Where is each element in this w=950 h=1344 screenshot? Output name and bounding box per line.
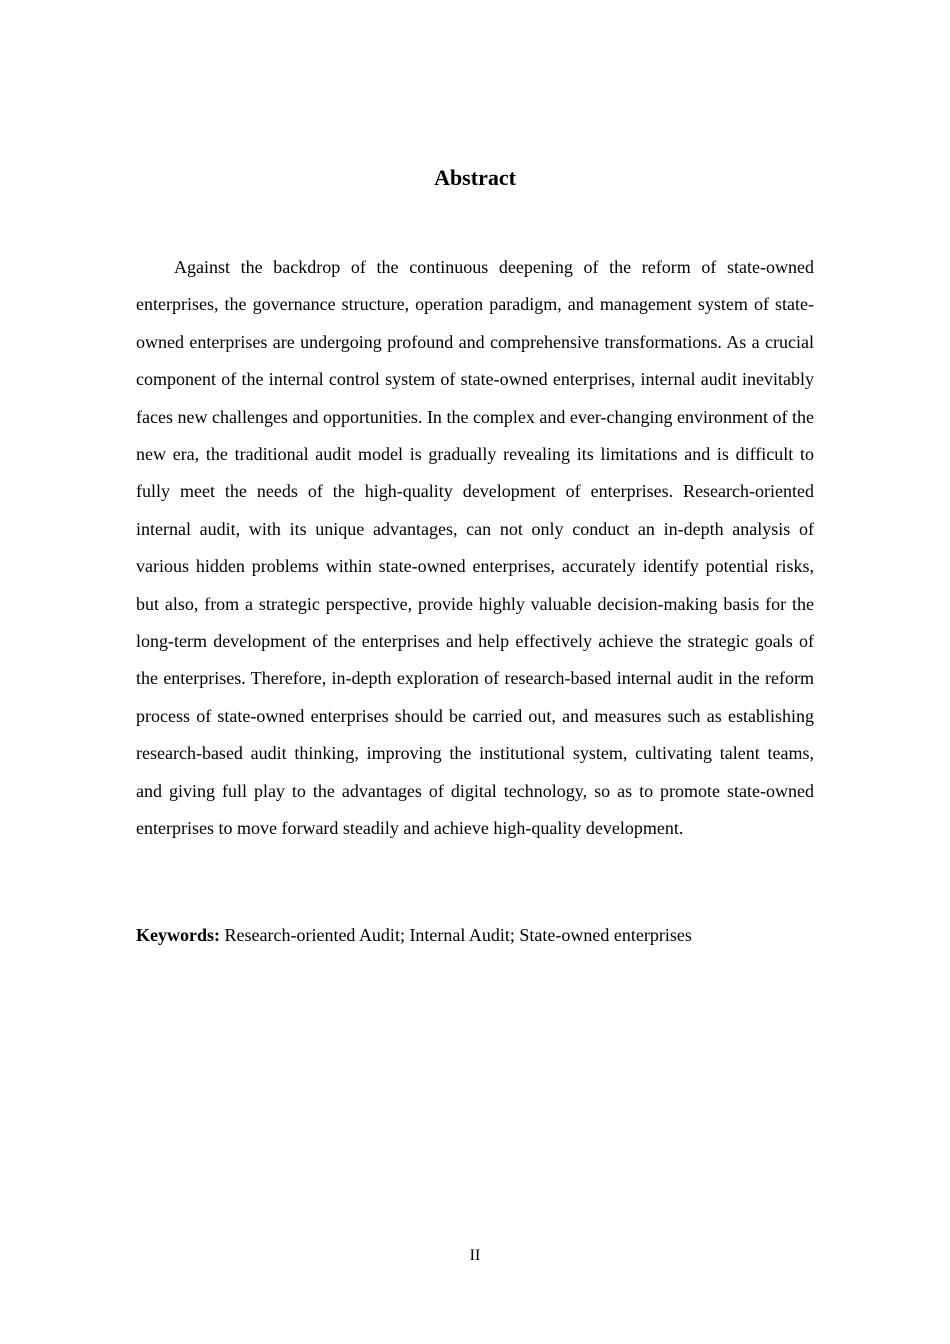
keywords-label: Keywords:: [136, 925, 220, 945]
abstract-body: Against the backdrop of the continuous deepening of the reform of state-owned enterprises, the governance structure, operation paradigm, and management system of state-owned enterprises are undergoing profound and comprehensive transformations. As a crucial component of the internal control system of state-owned enterprises, internal audit inevitably faces new challenges and opportunities. In the complex and ever-changing environment of the new era, the traditional audit model is gradually revealing its limitations and is difficult to fully meet the needs of the high-quality development of enterprises. Research-oriented internal audit, with its unique advantages, can not only conduct an in-depth analysis of various hidden problems within state-owned enterprises, accurately identify potential risks, but also, from a strategic perspective, provide highly valuable decision-making basis for the long-term development of the enterprises and help effectively achieve the strategic goals of the enterprises. Therefore, in-depth exploration of research-based internal audit in the reform process of state-owned enterprises should be carried out, and measures such as establishing research-based audit thinking, improving the institutional system, cultivating talent teams, and giving full play to the advantages of digital technology, so as to promote state-owned enterprises to move forward steadily and achieve high-quality development.: [136, 257, 814, 839]
page-number: II: [469, 1247, 481, 1264]
abstract-title: Abstract: [434, 165, 516, 190]
keywords-value: Research-oriented Audit; Internal Audit; State-owned enterprises: [224, 925, 692, 945]
keywords-line: [136, 920, 814, 950]
